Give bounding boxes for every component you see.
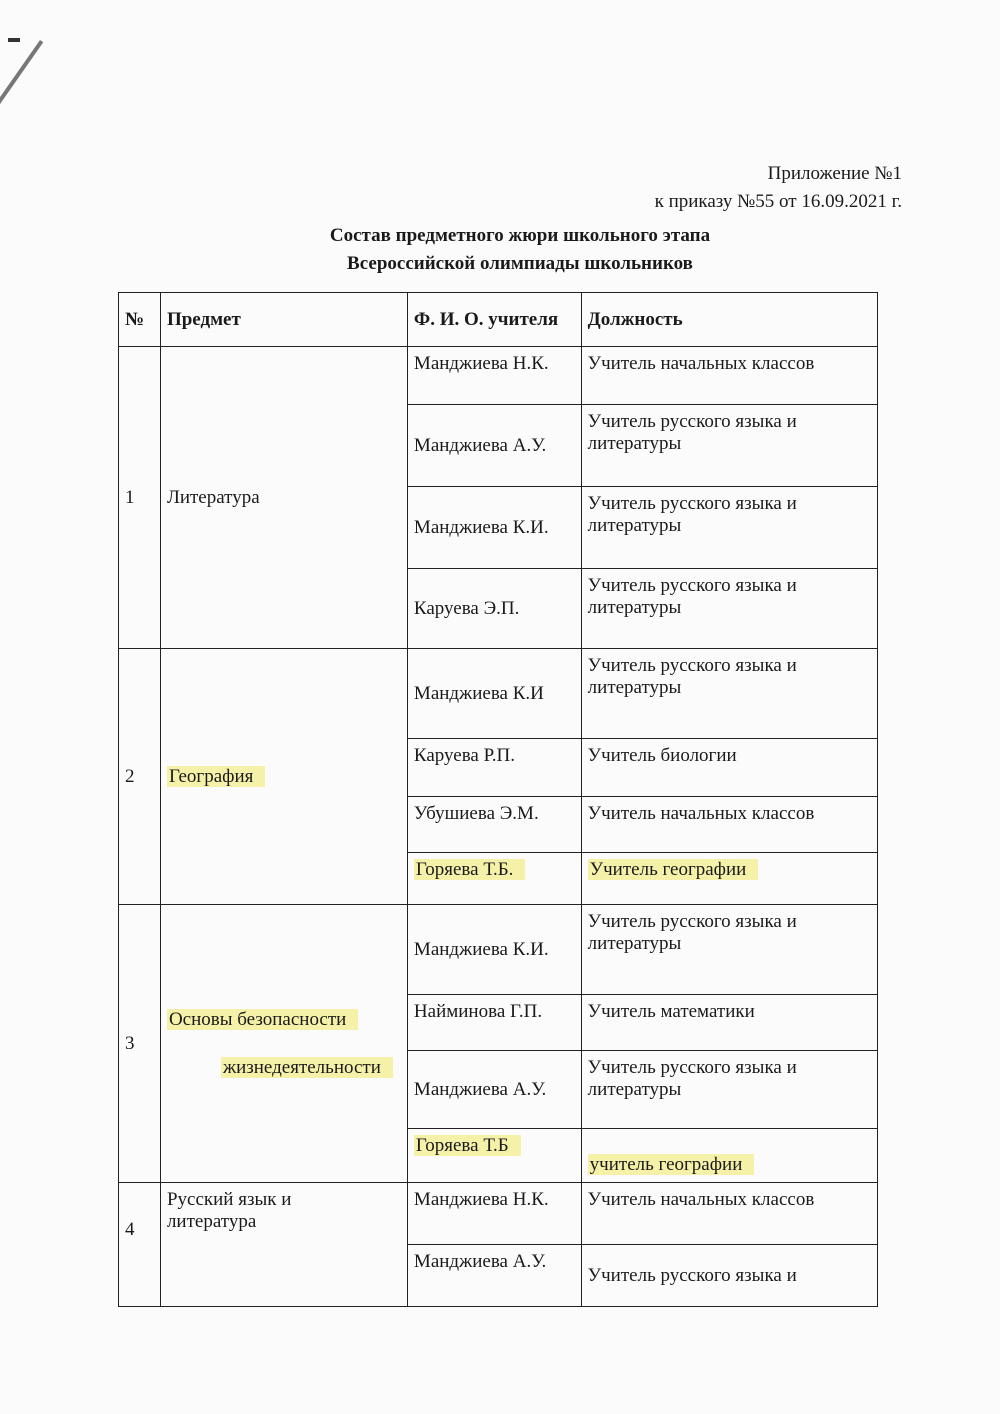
subject-text: Русский язык и литература [166, 1189, 292, 1232]
title-line-2: Всероссийской олимпиады школьников [347, 253, 693, 274]
teacher-position: Учитель начальных классов [581, 1183, 877, 1245]
teacher-position: Учитель русского языка и литературы [581, 1051, 877, 1129]
teacher-position-highlighted: Учитель географии [588, 859, 759, 880]
scan-corner-mark [8, 38, 20, 42]
row-number: 3 [119, 905, 161, 1183]
teacher-position-highlighted: учитель географии [588, 1154, 755, 1175]
row-number: 4 [119, 1183, 161, 1307]
subject-cell [160, 649, 407, 905]
teacher-name: Убушиева Э.М. [407, 797, 581, 853]
table-row [119, 649, 878, 739]
teacher-name: Манджиева Н.К. [407, 1183, 581, 1245]
appendix-line-2: к приказу №55 от 16.09.2021 г. [654, 191, 902, 212]
teacher-name: Найминова Г.П. [407, 995, 581, 1051]
teacher-name: Каруева Э.П. [407, 569, 581, 649]
table-row [119, 905, 878, 995]
teacher-name: Манджиева К.И. [407, 487, 581, 569]
teacher-name-highlighted: Горяева Т.Б. [414, 859, 526, 880]
document-title [0, 222, 1000, 278]
teacher-position: Учитель русского языка и литературы [581, 569, 877, 649]
page-bottom-cutoff [0, 1308, 1000, 1414]
header-num: № [119, 293, 161, 347]
subject-cell [160, 905, 407, 1183]
appendix-note [655, 160, 902, 216]
teacher-name: Манджиева А.У. [407, 1051, 581, 1129]
table-row [119, 347, 878, 405]
row-number: 1 [119, 347, 161, 649]
scan-stroke [0, 40, 43, 141]
subject-text-line-2: жизнедеятельности [221, 1057, 393, 1078]
teacher-position: Учитель математики [581, 995, 877, 1051]
subject-text-highlighted: Основы безопасности [167, 1009, 358, 1030]
table-row [119, 1183, 878, 1245]
teacher-position: Учитель биологии [581, 739, 877, 797]
subject-text-highlighted: География [167, 766, 265, 787]
subject-cell [160, 347, 407, 649]
teacher-name-cell [407, 853, 581, 905]
header-position: Должность [581, 293, 877, 347]
teacher-name: Манджиева А.У. [407, 405, 581, 487]
teacher-position: Учитель начальных классов [581, 347, 877, 405]
teacher-name: Каруева Р.П. [407, 739, 581, 797]
title-line-1: Состав предметного жюри школьного этапа [329, 225, 711, 246]
teacher-name-cell [407, 1129, 581, 1183]
teacher-position-cell [581, 853, 877, 905]
teacher-position: Учитель русского языка и литературы [581, 905, 877, 995]
subject-text: Литература [166, 486, 260, 508]
teacher-name: Манджиева К.И [407, 649, 581, 739]
teacher-name: Манджиева К.И. [407, 905, 581, 995]
teacher-name: Манджиева Н.К. [407, 347, 581, 405]
table-header-row [119, 293, 878, 347]
teacher-name: Манджиева А.У. [407, 1245, 581, 1307]
appendix-line-1: Приложение №1 [767, 163, 902, 184]
header-name: Ф. И. О. учителя [407, 293, 581, 347]
teacher-position: Учитель начальных классов [581, 797, 877, 853]
jury-table [118, 292, 878, 1307]
teacher-name-highlighted: Горяева Т.Б [414, 1135, 521, 1156]
row-number: 2 [119, 649, 161, 905]
teacher-position: Учитель русского языка и литературы [581, 487, 877, 569]
subject-cell [160, 1183, 407, 1307]
teacher-position: Учитель русского языка и [581, 1245, 877, 1307]
teacher-position: Учитель русского языка и литературы [581, 405, 877, 487]
teacher-position-cell [581, 1129, 877, 1183]
teacher-position: Учитель русского языка и литературы [581, 649, 877, 739]
header-subject: Предмет [160, 293, 407, 347]
